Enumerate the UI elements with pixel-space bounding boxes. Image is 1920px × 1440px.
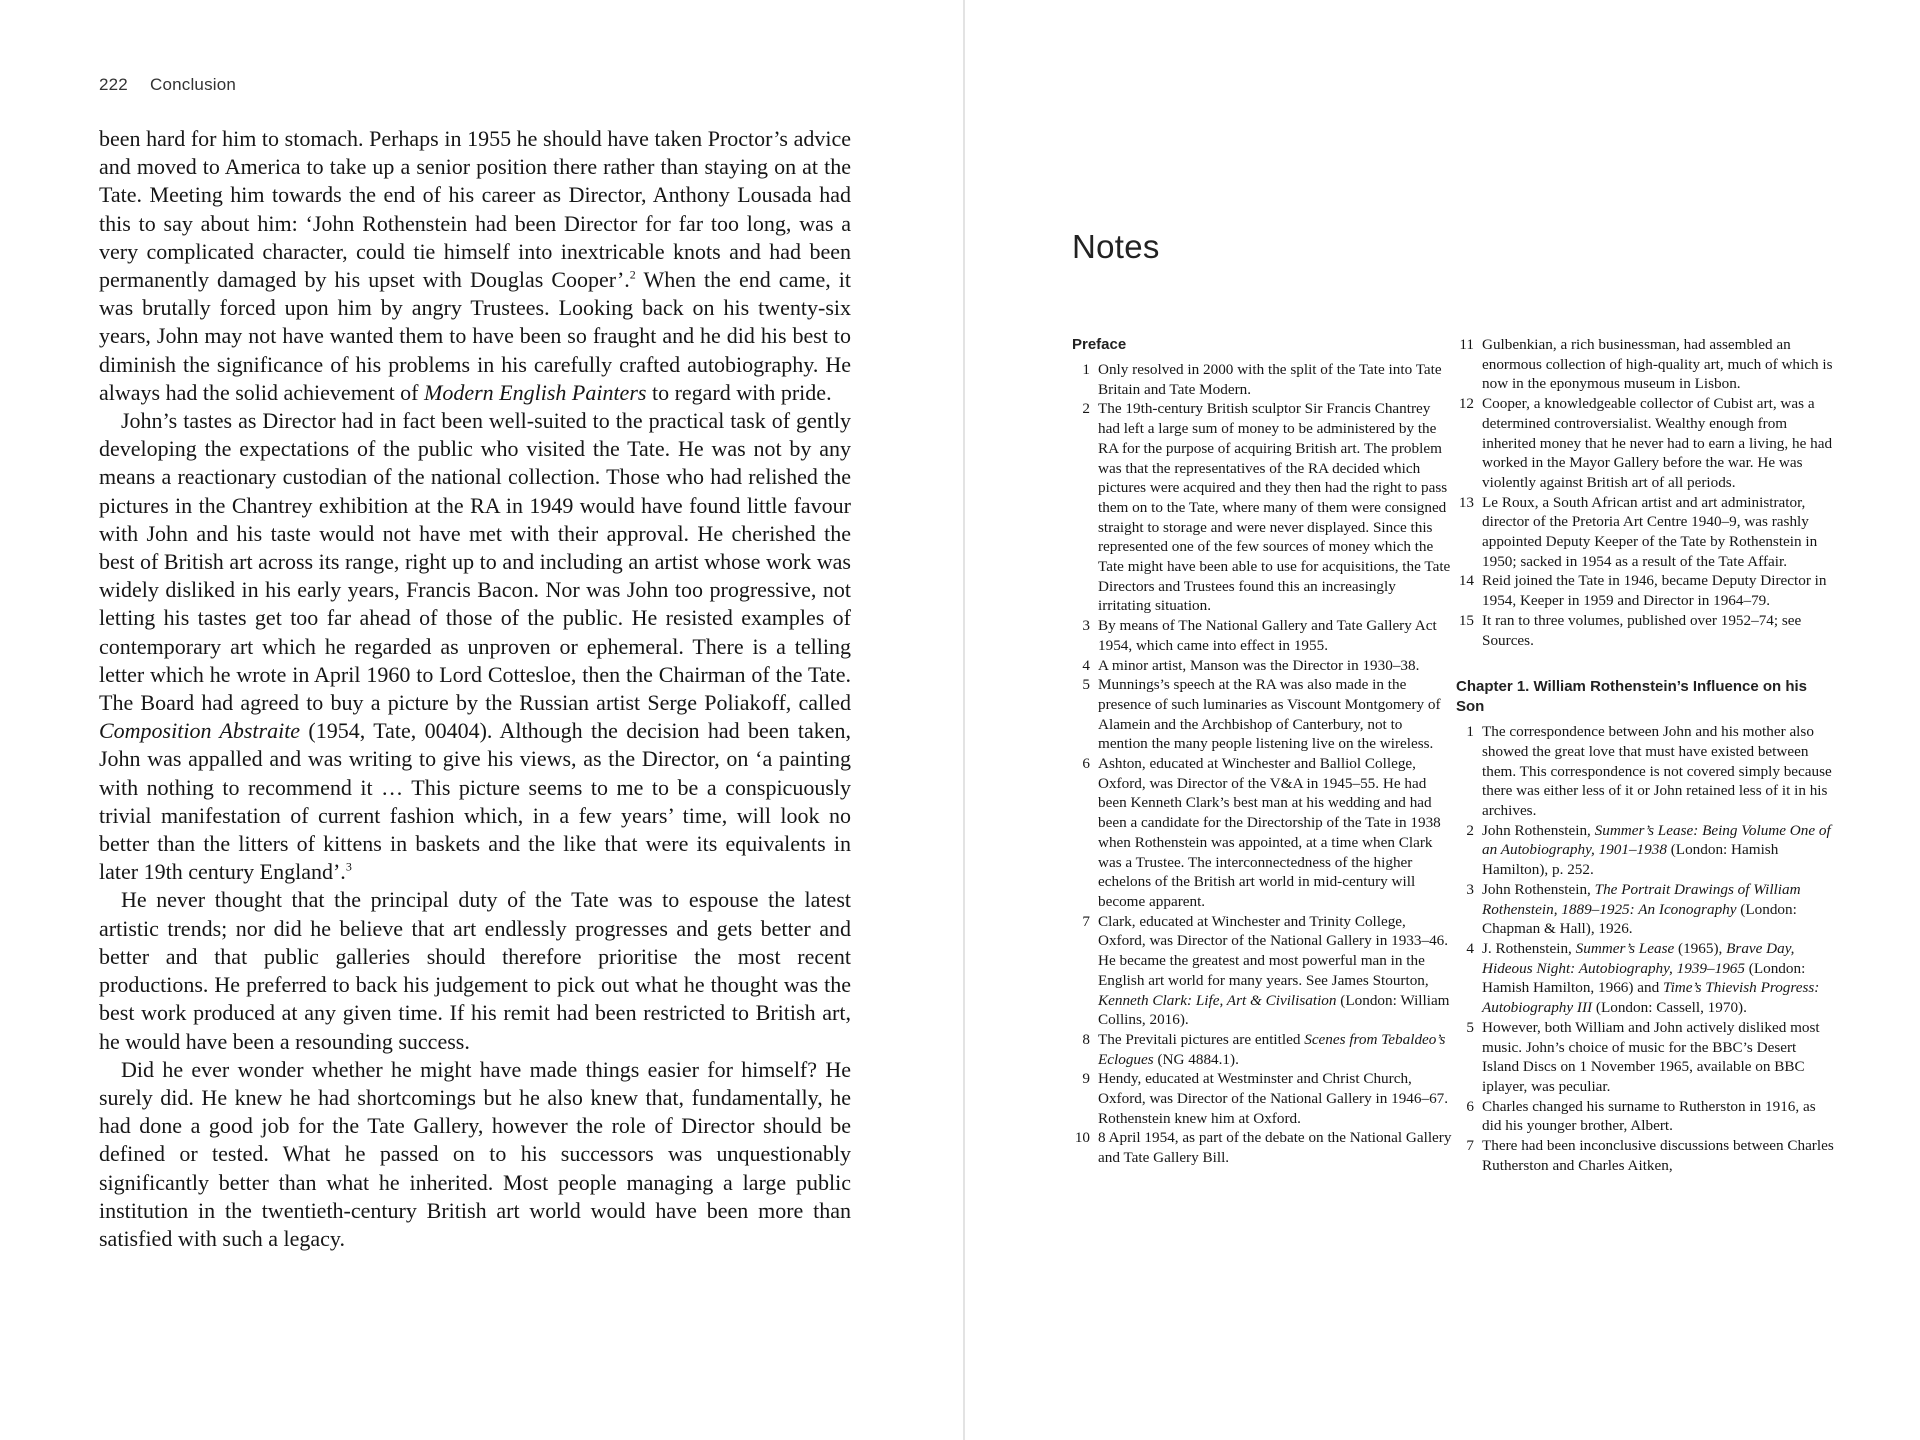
note-item: 5 Munnings’s speech at the RA was also made in the presence of such luminaries as Viscount Montgomery of Alamein and the Archbishop of Canterbury, not to mention the many people listening live on the wireless. (1082, 676, 1441, 753)
notes-column-1 (1072, 335, 1452, 1168)
note-item: 8 The Previtali pictures are entitled Scenes from Tebaldeo’s Eclogues (NG 4884.1). (1082, 1030, 1446, 1068)
note-item: 1 The correspondence between John and his mother also showed the great love that must have existed between them. This correspondence is not covered simply because there was either less of it or John retained less of it in his archives. (1466, 723, 1832, 820)
note-item: 2 The 19th-century British sculptor Sir Francis Chantrey had left a large sum of money to be administered by the RA for the purpose of acquiring British art. The problem was that the representatives of the RA decided which pictures were acquired and they then had the right to pass them on to the Tate, where many of them were consigned straight to storage and were never displayed. Since this represented one of the few sources of money which the Tate might have been able to use for acquisitions, the Tate Directors and Trustees found this an increasingly irritating situation. (1082, 400, 1451, 615)
note-item: 6 Charles changed his surname to Rutherston in 1916, as did his younger brother, Albert. (1466, 1097, 1816, 1135)
note-item: 12 Cooper, a knowledgeable collector of Cubist art, was a determined controversialist. Wealthy enough from inherited money that he never had to earn a living, he had worked in the Mayor Gallery before the war. He was violently against British art of all periods. (1458, 395, 1833, 491)
note-item: 2 John Rothenstein, Summer’s Lease: Being Volume One of an Autobiography, 1901–1938 (London: Hamish Hamilton), p. 252. (1466, 821, 1831, 879)
note-item: 13 Le Roux, a South African artist and art administrator, director of the Pretoria Art Centre 1940–9, was rashly appointed Deputy Keeper of the Tate by Rothenstein in 1950; sacked in 1954 as a result of the Tate Affair. (1458, 493, 1818, 570)
note-item: 1 Only resolved in 2000 with the split of the Tate into Tate Britain and Tate Modern. (1082, 361, 1442, 398)
right-page (966, 0, 1920, 1440)
note-item: 7 There had been inconclusive discussions between Charles Rutherston and Charles Aitken, (1466, 1137, 1834, 1174)
footnote-ref[interactable]: 2 (629, 267, 636, 282)
note-item: 15 It ran to three volumes, published over 1952–74; see Sources. (1458, 611, 1802, 649)
note-item: 3 By means of The National Gallery and Tate Gallery Act 1954, which came into effect in 1955. (1082, 617, 1437, 654)
footnote-ref[interactable]: 3 (345, 859, 352, 874)
page-gutter (963, 0, 965, 1440)
section-heading-chapter-1: Chapter 1. William Rothenstein’s Influence on his Son (1456, 678, 1808, 716)
page-number: 222 (99, 75, 128, 94)
note-item: 11 Gulbenkian, a rich businessman, had assembled an enormous collection of high-quality art, much of which is now in the eponymous museum in Lisbon. (1459, 336, 1833, 393)
note-item: 7 Clark, educated at Winchester and Trinity College, Oxford, was Director of the National Gallery in 1933–46. He became the greatest and most powerful man in the English art world for many years. See James Stourton, Kenneth Clark: Life, Art & Civilisation (London: William Collins, 2016). (1082, 912, 1450, 1029)
note-item: 4 A minor artist, Manson was the Director in 1930–38. (1082, 656, 1420, 674)
note-item: 6 Ashton, educated at Winchester and Balliol College, Oxford, was Director of the V&A in 1945–55. He had been Kenneth Clark’s best man at his wedding and had been a candidate for the Directorship of the Tate in 1938 when Rothenstein was appointed, at a time when Clark was a Trustee. The interconnectedness of the higher echelons of the British art world in mid-century will become apparent. (1082, 755, 1441, 910)
notes-column-2 (1456, 335, 1836, 1175)
running-head (99, 75, 236, 95)
body-text (99, 125, 851, 1253)
note-item: 14 Reid joined the Tate in 1946, became Deputy Director in 1954, Keeper in 1959 and Director in 1964–79. (1458, 572, 1827, 610)
note-item: 3 John Rothenstein, The Portrait Drawings of William Rothenstein, 1889–1925: An Iconography (London: Chapman & Hall), 1926. (1466, 880, 1801, 938)
note-item: 9 Hendy, educated at Westminster and Christ Church, Oxford, was Director of the National Gallery in 1946–67. Rothenstein knew him at Oxford. (1082, 1070, 1449, 1127)
note-item: 10 8 April 1954, as part of the debate on the National Gallery and Tate Gallery Bill. (1074, 1129, 1452, 1167)
paragraph: been hard for him to stomach. Perhaps in 1955 he should have taken Proctor’s advice and moved to America to take up a senior position there rather than staying on at the Tate. Meeting him towards the end of his career as Director, Anthony Lousada had this to say about him: ‘John Rothenstein had been Director for far too long, was a very complicated character, could tie himself into inextricable knots and had been permanently damaged by his upset with Douglas Cooper’.$^2$ When the end came, it was brutally forced upon him by angry Trustees. Looking back on his twenty-six years, John may not have wanted them to have been so fraught and he did his best to diminish the significance of his problems in his carefully crafted autobiography. He always had the solid achievement of Modern English Painters to regard with pride. (99, 126, 852, 405)
note-item: 4 J. Rothenstein, Summer’s Lease (1965), Brave Day, Hideous Night: Autobiography, 1939–1965 (London: Hamish Hamilton, 1966) and Time’s Thievish Progress: Autobiography III (London: Cassell, 1970). (1466, 939, 1820, 1017)
section-heading-preface: Preface (1072, 336, 1127, 353)
chapter-title: Conclusion (149, 75, 237, 94)
paragraph: He never thought that the principal duty of the Tate was to espouse the latest artistic trends; nor did he believe that art endlessly progresses and gets better and better and that public galleries should therefore prioritise the most recent productions. He preferred to back his judgement to pick out what he thought was the best work produced at any given time. If his remit had been restricted to British art, he would have been a resounding success. (99, 887, 851, 1054)
notes-title: Notes (1072, 228, 1160, 265)
note-item: 5 However, both William and John actively disliked most music. John’s choice of music for the BBC’s Desert Island Discs on 1 November 1965, available on BBC iplayer, was peculiar. (1466, 1018, 1820, 1095)
paragraph: John’s tastes as Director had in fact been well-suited to the practical task of gently developing the expectations of the public who visited the Tate. He was not by any means a reactionary custodian of the national collection. Those who had relished the pictures in the Chantrey exhibition at the RA in 1949 would have found little favour with John and his taste would not have met with their approval. He cherished the best of British art across its range, right up to and including an artist whose work was widely disliked in his early years, Francis Bacon. Nor was John too progressive, not letting his tastes get too far ahead of those of the public. He resisted examples of contemporary art which he regarded as unproven or ephemeral. There is a telling letter which he wrote in April 1960 to Lord Cottesloe, then the Chairman of the Tate. The Board had agreed to buy a picture by the Russian artist Serge Poliakoff, called Composition Abstraite (1954, Tate, 00404). Although the decision had been taken, John was appalled and was writing to give his views, as the Director, on ‘a painting with nothing to recommend it … This picture seems to me to be a conspicuously trivial manifestation of current fashion which, in a few years’ time, will look no better than the litters of kittens in baskets and the like that were its equivalents in later 19th century England’.$^3$ (99, 408, 851, 885)
paragraph: Did he ever wonder whether he might have made things easier for himself? He surely did. He knew he had shortcomings but he also knew that, fundamentally, he had done a good job for the Tate Gallery, however the role of Director should be defined or tested. What he passed on to his successors was unquestionably significantly better than what he inherited. Most people managing a large public institution in the twentieth-century British art world would have been more than satisfied with such a legacy. (99, 1056, 851, 1251)
